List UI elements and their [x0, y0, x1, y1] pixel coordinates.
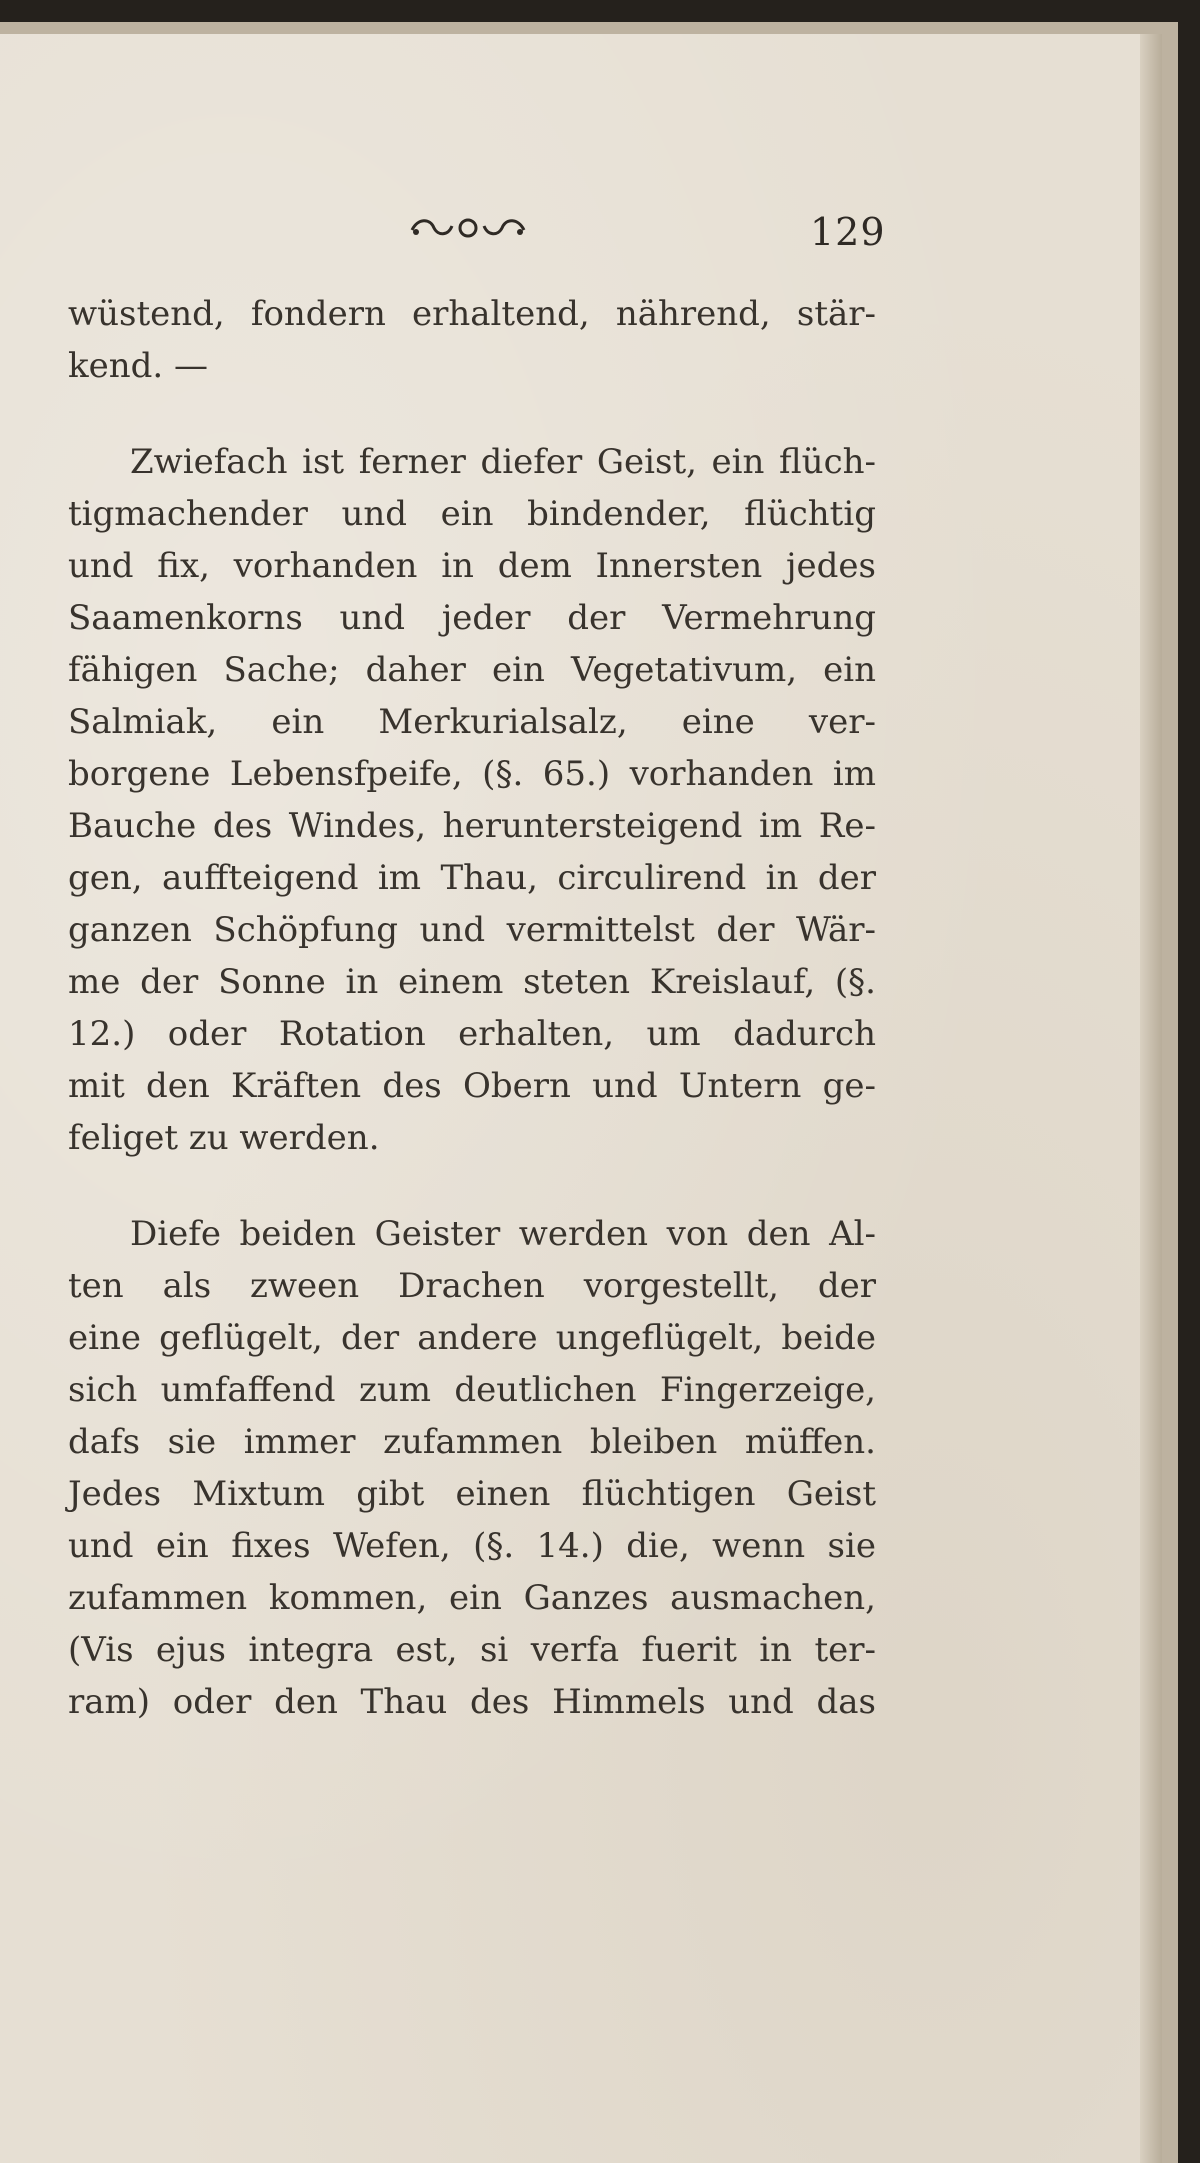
text-line: tigmachender und ein bindender, flüchtig — [68, 494, 876, 534]
text-line: ganzen Schöpfung und vermittelst der Wär- — [68, 910, 876, 950]
text-line: wüstend, fondern erhaltend, nährend, stär- — [68, 294, 876, 334]
text-line: sich umfaffend zum deutlichen Fingerzeige, — [68, 1370, 876, 1410]
text-line: borgene Lebensfpeife, (§. 65.) vorhanden im — [68, 754, 876, 794]
text-line: (Vis ejus integra est, si verfa fuerit in ter- — [68, 1630, 876, 1670]
book-page — [0, 34, 1162, 2163]
text-line: mit den Kräften des Obern und Untern ge- — [68, 1066, 876, 1106]
text-line: Bauche des Windes, heruntersteigend im Re- — [68, 806, 876, 846]
text-line: gen, auffteigend im Thau, circulirend in der — [68, 858, 876, 898]
text-block — [68, 288, 876, 1728]
text-line: feliget zu werden. — [68, 1118, 380, 1158]
text-line: zufammen kommen, ein Ganzes ausmachen, — [68, 1578, 876, 1618]
text-line: dafs sie immer zufammen bleiben müffen. — [68, 1422, 876, 1462]
ornament-icon — [408, 214, 528, 242]
text-line: ram) oder den Thau des Himmels und das — [68, 1682, 876, 1722]
text-line: me der Sonne in einem steten Kreislauf, (§. — [68, 962, 876, 1002]
paragraph-2 — [68, 436, 876, 1164]
paragraph-3 — [68, 1208, 876, 1728]
text-line: und fix, vorhanden in dem Innersten jedes — [68, 546, 876, 586]
text-line: Diefe beiden Geister werden von den Al- — [130, 1214, 876, 1254]
text-line: kend. — — [68, 346, 209, 386]
text-line: Salmiak, ein Merkurialsalz, eine ver- — [68, 702, 876, 742]
page-edge — [1140, 34, 1162, 2163]
text-line: Saamenkorns und jeder der Vermehrung — [68, 598, 876, 638]
text-line: Zwiefach ist ferner diefer Geist, ein flüch- — [130, 442, 876, 482]
text-line: eine geflügelt, der andere ungeflügelt, beide — [68, 1318, 876, 1358]
paragraph-1 — [68, 288, 876, 392]
page-number: 129 — [810, 210, 886, 254]
text-line: ten als zween Drachen vorgestellt, der — [68, 1266, 876, 1306]
text-line: Jedes Mixtum gibt einen flüchtigen Geist — [68, 1474, 876, 1514]
page-header — [0, 204, 1162, 264]
text-line: und ein fixes Wefen, (§. 14.) die, wenn sie — [68, 1526, 876, 1566]
text-line: fähigen Sache; daher ein Vegetativum, ein — [68, 650, 876, 690]
text-line: 12.) oder Rotation erhalten, um dadurch — [68, 1014, 876, 1054]
